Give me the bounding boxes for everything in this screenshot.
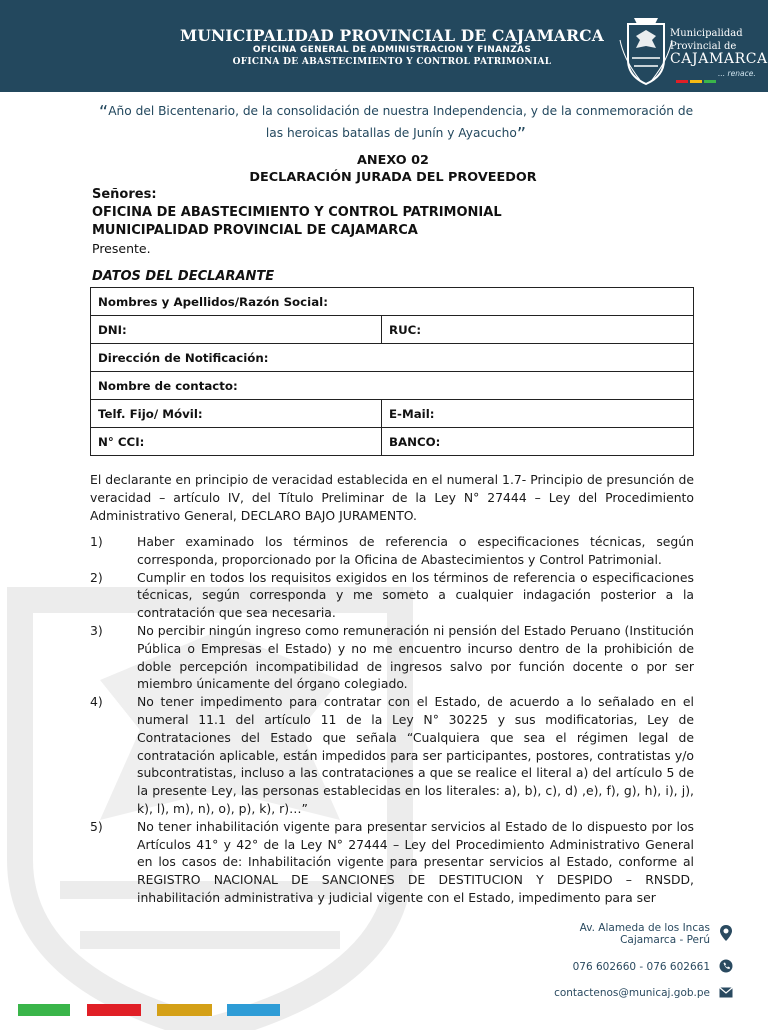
- declaration-list: [90, 533, 694, 907]
- year-motto: [90, 101, 702, 145]
- color-bar: [18, 1004, 70, 1016]
- logo-bar: [676, 80, 688, 83]
- item-text: Haber examinado los términos de referencia o especificaciones técnicas, según corresponda, proporcionado por la Oficina de Abastecimientos y Control Patrimonial.: [137, 534, 694, 567]
- list-item: [90, 533, 694, 569]
- item-number: 3): [90, 622, 103, 638]
- logo-color-bars: [676, 68, 718, 87]
- field-cci[interactable]: N° CCI:: [91, 428, 382, 456]
- institution-title: MUNICIPALIDAD PROVINCIAL DE CAJAMARCA: [179, 26, 604, 45]
- field-nombres[interactable]: Nombres y Apellidos/Razón Social:: [91, 288, 694, 316]
- office-subtitle-1: OFICINA GENERAL DE ADMINISTRACION Y FINANZAS: [252, 45, 532, 55]
- open-quote-mark: “: [98, 102, 109, 123]
- presente-label: Presente.: [92, 241, 151, 256]
- table-row: [91, 316, 694, 344]
- annex-number: ANEXO 02: [357, 153, 429, 168]
- item-text: No tener impedimento para contratar con el Estado, de acuerdo a lo señalado en el numeral 11.1 del artículo 11 de la Ley N° 30225 y sus modificatorias, Ley de Contrataciones del Estado que señala “Cualquiera que sea el régimen legal de contratación aplicable, están impedidos para ser participantes, postores, contratistas y/o subcontratistas, incluso a las contrataciones a que se realice el literal a) del artículo 5 de la presente Ley, las personas establecidas en los literales: a), b), c), d) ,e), f), g), h), i), j), k), l), m), n), o), p), k), r)…”: [137, 694, 694, 816]
- item-number: 2): [90, 569, 103, 585]
- logo-tagline: ... renace.: [718, 69, 756, 78]
- office-subtitle-2: OFICINA DE ABASTECIMIENTO Y CONTROL PATRIMONIAL: [232, 57, 552, 67]
- logo-wordmark: [670, 27, 768, 66]
- field-ruc[interactable]: RUC:: [382, 316, 694, 344]
- item-number: 5): [90, 818, 103, 834]
- phone-icon: [719, 959, 733, 973]
- table-row: [91, 428, 694, 456]
- color-bar: [227, 1004, 280, 1016]
- field-dni[interactable]: DNI:: [91, 316, 382, 344]
- list-item: [90, 622, 694, 693]
- field-direccion[interactable]: Dirección de Notificación:: [91, 344, 694, 372]
- item-number: 1): [90, 534, 103, 549]
- footer-email[interactable]: contactenos@municaj.gob.pe: [554, 987, 710, 999]
- field-email[interactable]: E-Mail:: [382, 400, 694, 428]
- year-motto-text: Año del Bicentenario, de la consolidación de nuestra Independencia, y de la conmemoración de las heroicas batallas de Junín y Ayacucho: [108, 104, 694, 140]
- color-bar: [157, 1004, 212, 1016]
- logo-line-3: CAJAMARCA: [670, 51, 768, 67]
- table-row: [91, 344, 694, 372]
- close-quote-mark: ”: [516, 124, 527, 145]
- list-item: [90, 818, 694, 907]
- location-pin-icon: [719, 924, 733, 942]
- footer-address: [580, 922, 710, 946]
- addressee-office: OFICINA DE ABASTECIMIENTO Y CONTROL PATRIMONIAL: [92, 205, 502, 220]
- table-row: [91, 400, 694, 428]
- item-number: 4): [90, 694, 103, 710]
- color-bar: [87, 1004, 141, 1016]
- field-telefono[interactable]: Telf. Fijo/ Móvil:: [91, 400, 382, 428]
- list-item: [90, 693, 694, 818]
- footer-address-line-1: Av. Alameda de los Incas: [579, 922, 710, 934]
- addressee-municipality: MUNICIPALIDAD PROVINCIAL DE CAJAMARCA: [92, 223, 418, 238]
- item-text: Cumplir en todos los requisitos exigidos en los términos de referencia o especificaciones técnicas, según corresponda y me someto a cualquier indagación posterior a la contratación que sea necesaria.: [137, 569, 694, 621]
- table-row: [91, 288, 694, 316]
- field-contacto[interactable]: Nombre de contacto:: [91, 372, 694, 400]
- item-text: No tener inhabilitación vigente para presentar servicios al Estado de lo dispuesto por los Artículos 41° y 42° de la Ley N° 27444 – Ley del Procedimiento Administrativo General en los casos de: Inhabilitación vigente para presentar servicios al Estado, conforme al REGISTRO NACIONAL DE SANCIONES DE DESTITUCION Y DESPIDO – RNSDD, inhabilitación administrativa y judicial vigente con el Estado, impedimento para ser: [137, 818, 694, 905]
- field-banco[interactable]: BANCO:: [382, 428, 694, 456]
- addressee-line: Señores:: [92, 187, 157, 202]
- intro-paragraph: El declarante en principio de veracidad establecida en el numeral 1.7- Principio de presunción de veracidad – artículo IV, del Título Preliminar de la Ley N° 27444 – Ley del Procedimiento Administrativo General, DECLARO BAJO JURAMENTO.: [90, 472, 694, 523]
- declarant-form: [90, 287, 694, 456]
- logo-line-2: Provincial de: [670, 41, 737, 52]
- letterhead-banner: [0, 0, 768, 92]
- table-row: [91, 372, 694, 400]
- logo-bar: [704, 80, 716, 83]
- footer-phone: 076 602660 - 076 602661: [572, 961, 710, 973]
- item-text: No percibir ningún ingreso como remuneración ni pensión del Estado Peruano (Institución Pública o Empresas el Estado) y no me encuentro incurso dentro de la prohibición de doble percepción incompatibilidad de ingresos salvo por función docente o por ser miembro únicamente del órgano colegiado.: [137, 622, 694, 692]
- envelope-icon: [719, 987, 733, 998]
- list-item: [90, 569, 694, 622]
- document-title: DECLARACIÓN JURADA DEL PROVEEDOR: [249, 170, 537, 185]
- footer-address-line-2: Cajamarca - Perú: [620, 934, 710, 946]
- section-title: DATOS DEL DECLARANTE: [92, 269, 275, 284]
- logo-line-1: Municipalidad: [670, 28, 743, 39]
- logo-bar: [690, 80, 702, 83]
